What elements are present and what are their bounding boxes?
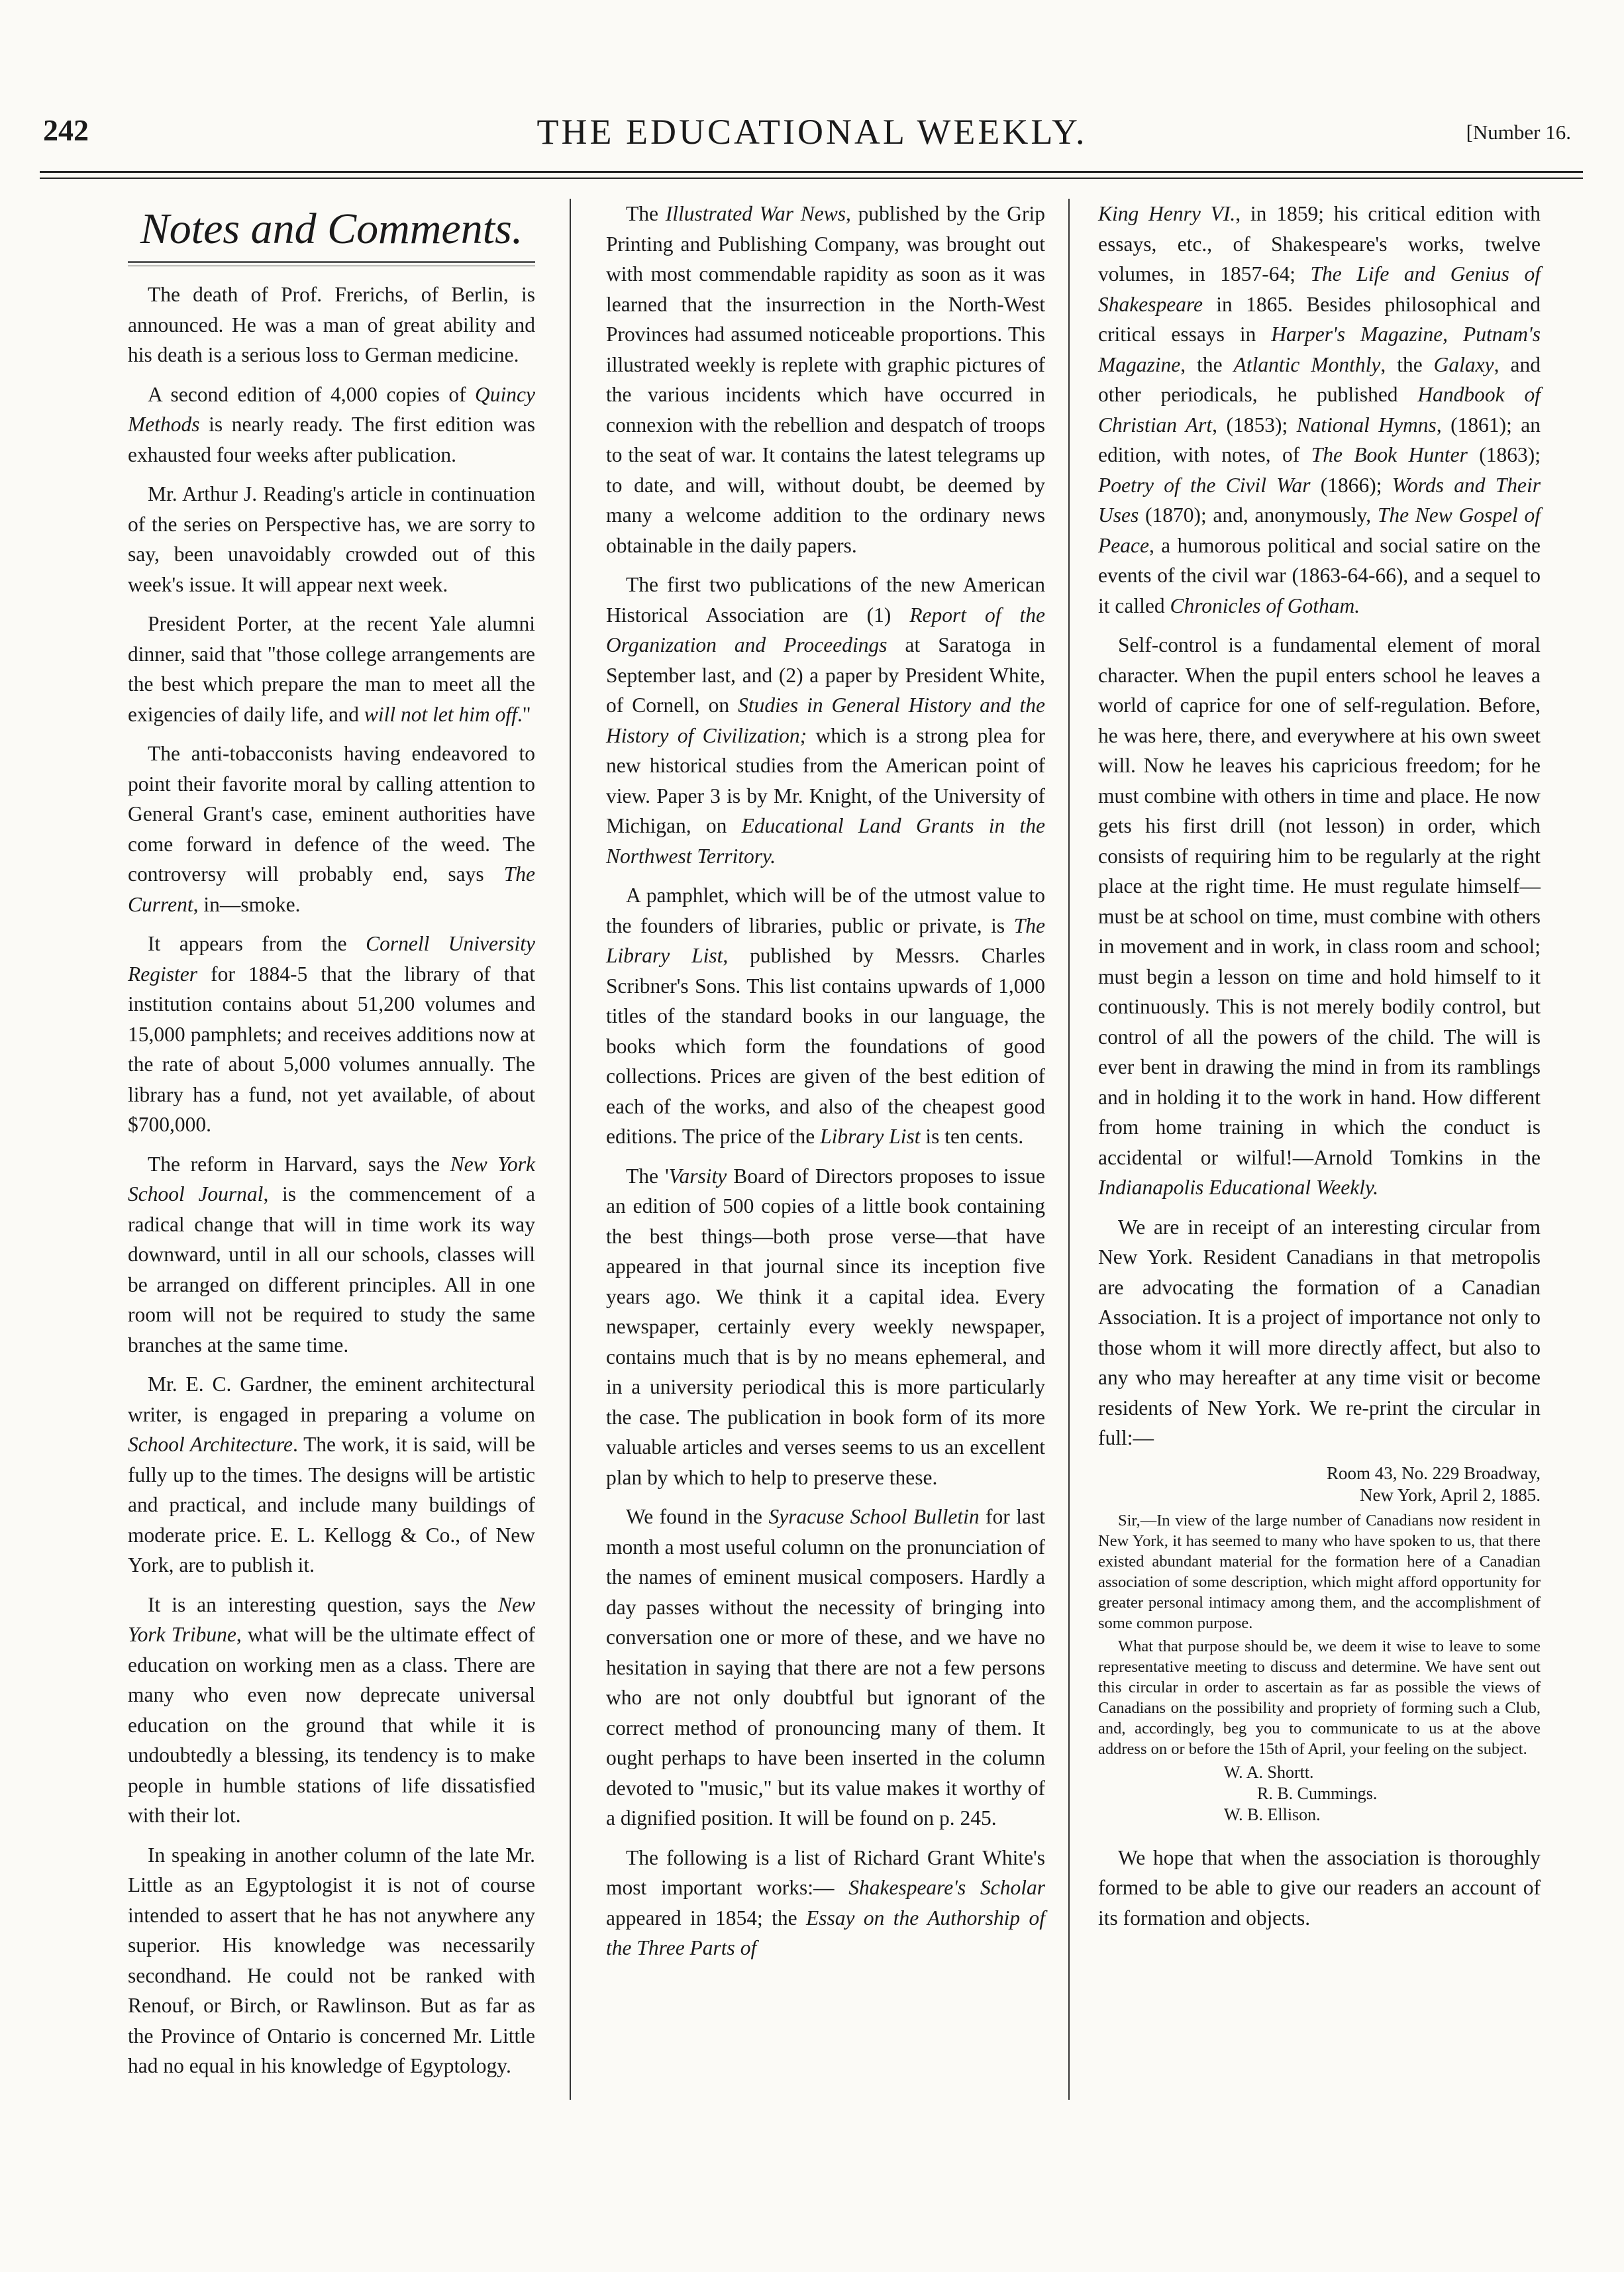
paragraph: A pamphlet, which will be of the utmost value to the founders of libraries, public or private, is The Library List, published by Messrs. Charles Scribner's Sons. This list contains upwards of 1,000 titles of the standard books in our language, the books which form the foundations of good collections. Prices are given of the best edition of each of the works, and also of the cheapest good editions. The price of the Library List is ten cents. — [606, 884, 1045, 1148]
paragraph: In speaking in another column of the late Mr. Little as an Egyptologist it is not of course intended to assert that he has not anywhere any superior. His knowledge was necessarily secondhand. He could not be ranked with Renouf, or Birch, or Rawlinson. But as far as the Province of Ontario is concerned Mr. Little had no equal in his knowledge of Egyptology. — [128, 1843, 535, 2077]
paragraph: Self-control is a fundamental element of moral character. When the pupil enters school he leaves a world of caprice for one of self-regulation. Before, he was here, there, and everywhere at his own sweet will. Now he leaves his capricious freedom; for he must combine with others in time and place. He now gets his first drill (not lesson) in order, which consists of requiring him to be regularly at the right place at the right time. He must regulate himself—must be at school on time, must combine with others in movement and in work, in class room and school; must begin a lesson on time and hold himself to it continuously. This is not merely bodily control, but control of all the powers of the child. The will is ever bent in drawing the mind in from its ramblings and in holding it to the work in hand. How different from home training in which the conduct is accidental or wilful!—Arnold Tomkins in the Indianapolis Educational Weekly. — [1098, 633, 1541, 1199]
paragraph: Mr. E. C. Gardner, the eminent architectural writer, is engaged in preparing a volume on School Architecture. The work, it is said, will be fully up to the times. The designs will be artistic and practical, and include many buildings of moderate price. E. L. Kellogg & Co., of New York, are to publish it. — [128, 1372, 535, 1576]
paragraph: The first two publications of the new American Historical Association are (1) Report of the Organization and Proceedings at Saratoga in September last, and (2) a paper by President White, of Cornell, on Studies in General History and the History of Civilization; which is a strong plea for new historical studies from the American point of view. Paper 3 is by Mr. Knight, of the University of Michigan, on Educational Land Grants in the Northwest Territory. — [606, 573, 1045, 868]
paragraph: The Illustrated War News, published by the Grip Printing and Publishing Company, was brought out with most commendable rapidity as soon as it was learned that the insurrection in the North-West Provinces had assumed noticeable proportions. This illustrated weekly is replete with graphic pictures of the various incidents which have occurred in connexion with the rebellion and despatch of troops to the seat of war. It contains the latest telegrams up to date, and will, without doubt, be deemed by many a welcome addition to the ordinary news obtainable in the daily papers. — [606, 202, 1045, 557]
circular-address: Room 43, No. 229 Broadway, New York, April 2, 1885. — [1327, 1463, 1541, 1505]
header-rule-thin — [40, 178, 1583, 179]
column-divider — [570, 199, 571, 2100]
journal-title: THE EDUCATIONAL WEEKLY. — [536, 112, 1088, 152]
signature: W. A. Shortt. — [1224, 1762, 1314, 1782]
column-3 — [1098, 199, 1541, 1942]
title-rule — [128, 261, 535, 266]
paragraph: King Henry VI., in 1859; his critical edition with essays, etc., of Shakespeare's works, twelve volumes, in 1857-64; The Life and Genius of Shakespeare in 1865. Besides philosophical and critical essays in Harper's Magazine, Putnam's Magazine, the Atlantic Monthly, the Galaxy, and other periodicals, he published Handbook of Christian Art, (1853); National Hymns, (1861); an edition, with notes, of The Book Hunter (1863); Poetry of the Civil War (1866); Words and Their Uses (1870); and, anonymously, The New Gospel of Peace, a humorous political and social satire on the events of the civil war (1863-64-66), and a sequel to it called Chronicles of Gotham. — [1098, 202, 1541, 617]
paragraph: A second edition of 4,000 copies of Quincy Methods is nearly ready. The first edition was exhausted four weeks after publication. — [128, 382, 535, 466]
paragraph: It appears from the Cornell University Register for 1884-5 that the library of that institution contains about 51,200 volumes and 15,000 pamphlets; and receives additions now at the rate of about 5,000 volumes annually. The library has a fund, not yet available, of about $700,000. — [128, 932, 536, 1136]
signature: R. B. Cummings. — [1257, 1783, 1378, 1803]
circular-letter — [1098, 1510, 1541, 1759]
issue-number: [Number 16. — [1466, 121, 1571, 144]
column-2 — [606, 199, 1045, 1973]
paragraph: President Porter, at the recent Yale alumni dinner, said that "those college arrangements are the best which prepare the man to meet all the exigencies of daily life, and will not let him off." — [128, 612, 535, 726]
letter-paragraph: What that purpose should be, we deem it wise to leave to some representative meeting to discuss and determine. We have sent out this circular in order to ascertain as far as possible the views of Canadians on the possibility and propriety of forming such a Club, and, accordingly, beg you to communicate to us at the above address on or before the 15th of April, your feeling on the subject. — [1098, 1637, 1541, 1758]
header-rule — [40, 171, 1583, 173]
paragraph: We found in the Syracuse School Bulletin for last month a most useful column on the pronunciation of the names of eminent musical composers. Hardly a day passes without the necessity of bringing into conversation one or more of these, and we have no hesitation in saying that there are not a few persons who are not only doubtful but ignorant of the correct method of pronouncing many of them. It ought perhaps to have been inserted in the column devoted to "music," but its value makes it worthy of a dignified position. It will be found on p. 245. — [606, 1505, 1045, 1830]
paragraph: It is an interesting question, says the New York Tribune, what will be the ultimate effect of education on working men as a class. There are many who even now deprecate universal education on the ground that while it is undoubtedly a blessing, its tendency is to make people in humble stations of life dissatisfied with their lot. — [128, 1592, 536, 1827]
column-divider — [1068, 199, 1070, 2100]
letter-paragraph: Sir,—In view of the large number of Canadians now resident in New York, it has seemed to many who have spoken to us, that there existed abundant material for the formation here of a Canadian association of some description, which might afford opportunity for greater personal intimacy among them, and the accomplishment of some common purpose. — [1098, 1511, 1541, 1632]
paragraph: The anti-tobacconists having endeavored to point their favorite moral by calling attention to General Grant's case, eminent authorities have come forward in defence of the weed. The controversy will probably end, says The Current, in—smoke. — [128, 742, 535, 916]
column-1 — [128, 199, 535, 2091]
page-header — [0, 99, 1624, 159]
paragraph: Mr. Arthur J. Reading's article in continuation of the series on Perspective has, we are sorry to say, been unavoidably crowded out of this week's issue. It will appear next week. — [128, 482, 535, 596]
signature: W. B. Ellison. — [1224, 1804, 1321, 1824]
paragraph: We are in receipt of an interesting circular from New York. Resident Canadians in that metropolis are advocating the formation of a Canadian Association. It is a project of importance not only to those whom it will more directly affect, but also to any who may hereafter at any time visit or become residents of New York. We re-print the circular in full:— — [1098, 1215, 1541, 1449]
section-title: Notes and Comments. — [140, 205, 523, 253]
page-number: 242 — [43, 113, 89, 147]
paragraph: The 'Varsity Board of Directors proposes to issue an edition of 500 copies of a little book containing the best things—both prose verse—that have appeared in that journal since its inception five years ago. We think it a capital idea. Every newspaper, certainly every weekly newspaper, contains much that is by no means ephemeral, and in a university periodical this is more particularly the case. The publication in book form of its more valuable articles and verses seems to us an excellent plan by which to help to preserve these. — [606, 1164, 1045, 1489]
paragraph: The following is a list of Richard Grant White's most important works:— Shakespeare's Scholar appeared in 1854; the Essay on the Authorship of the Three Parts of — [606, 1845, 1046, 1959]
paragraph: The death of Prof. Frerichs, of Berlin, is announced. He was a man of great ability and his death is a serious loss to German medicine. — [128, 283, 535, 366]
paragraph: The reform in Harvard, says the New York School Journal, is the commencement of a radical change that will in time work its way downward, until in all our schools, classes will be arranged on different principles. All in one room will not be required to study the same branches at the same time. — [128, 1152, 535, 1357]
paragraph: We hope that when the association is thoroughly formed to be able to give our readers an account of its formation and objects. — [1098, 1845, 1541, 1930]
